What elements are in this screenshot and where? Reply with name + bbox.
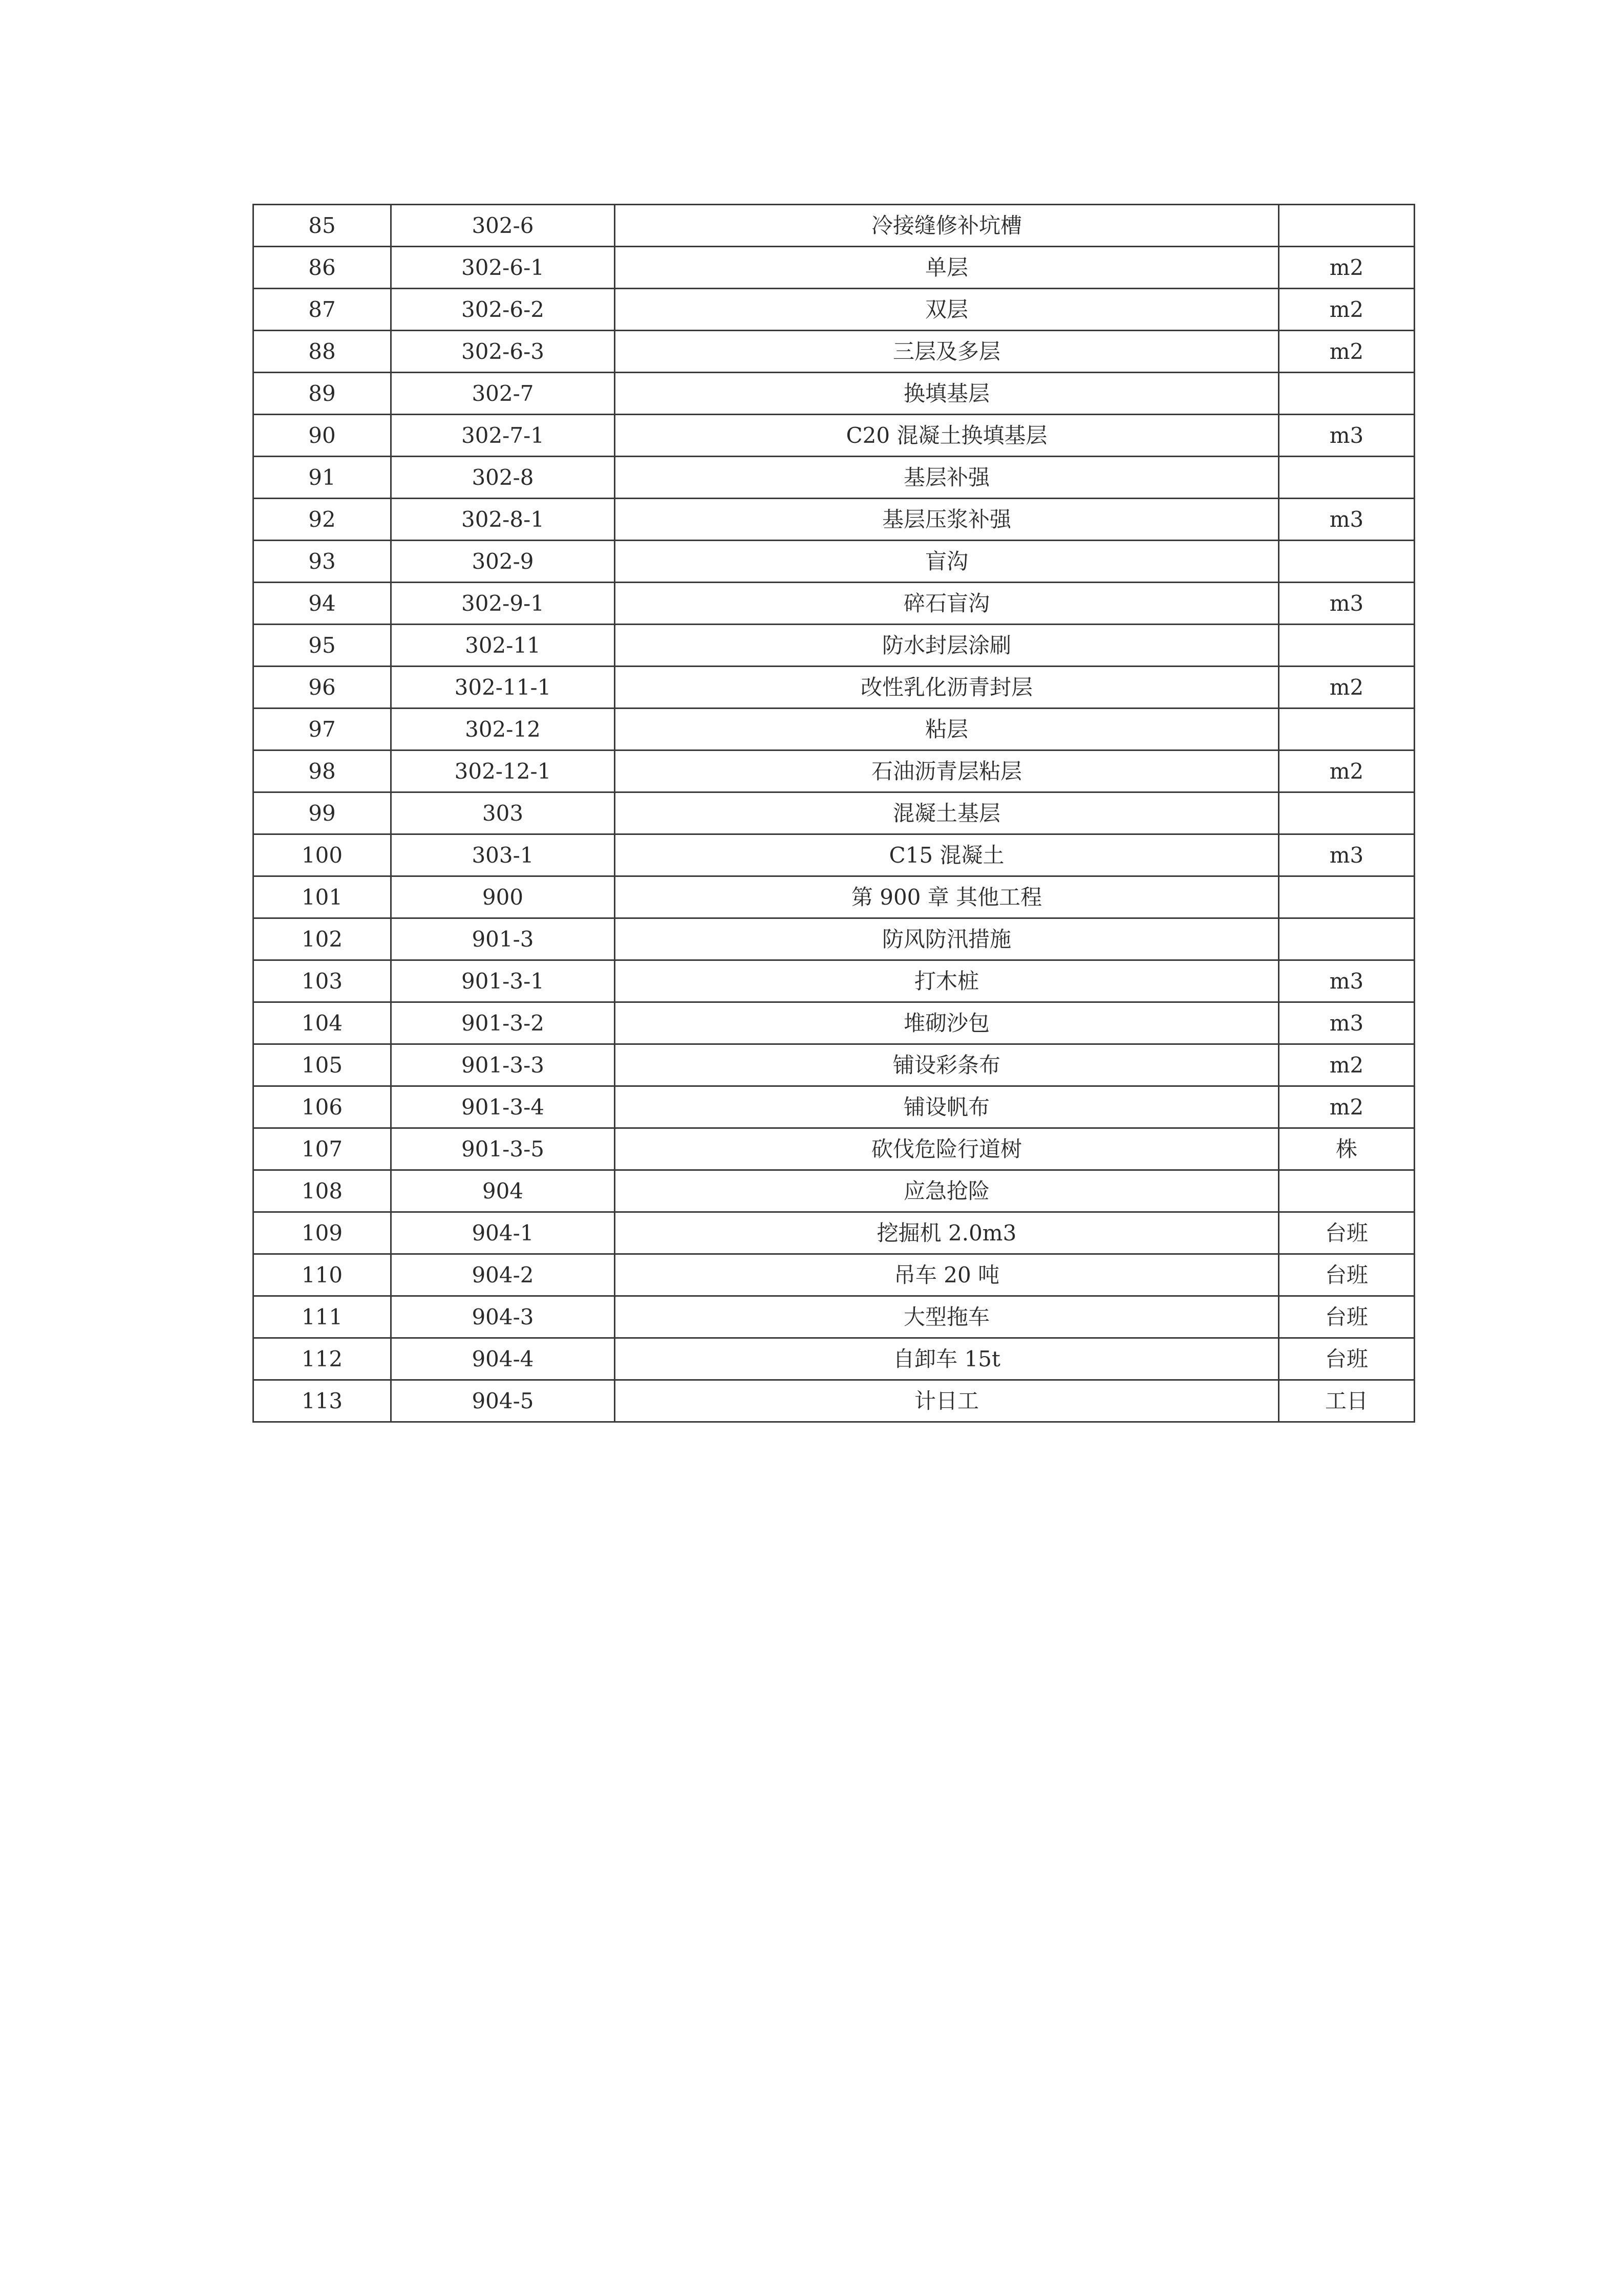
item-code-cell: 302-6-2 — [391, 289, 615, 331]
item-code-cell: 302-11-1 — [391, 667, 615, 709]
unit-cell: 台班 — [1279, 1338, 1415, 1380]
table-row — [253, 1170, 1415, 1212]
row-number-cell: 102 — [253, 918, 391, 960]
item-code-cell: 904-4 — [391, 1338, 615, 1380]
unit-cell: m3 — [1279, 583, 1415, 625]
table-row — [253, 1212, 1415, 1254]
unit-cell: m2 — [1279, 750, 1415, 792]
row-number-cell: 104 — [253, 1002, 391, 1044]
unit-cell: m3 — [1279, 1002, 1415, 1044]
item-code-cell: 901-3-2 — [391, 1002, 615, 1044]
row-number-cell: 95 — [253, 625, 391, 667]
item-name-cell: 改性乳化沥青封层 — [615, 667, 1279, 709]
item-name-cell: 应急抢险 — [615, 1170, 1279, 1212]
item-code-cell: 302-8-1 — [391, 499, 615, 541]
row-number-cell: 90 — [253, 415, 391, 457]
row-number-cell: 97 — [253, 709, 391, 750]
table-row — [253, 792, 1415, 834]
item-code-cell: 303-1 — [391, 834, 615, 876]
row-number-cell: 94 — [253, 583, 391, 625]
row-number-cell: 96 — [253, 667, 391, 709]
row-number-cell: 88 — [253, 331, 391, 373]
table-row — [253, 625, 1415, 667]
unit-cell: m2 — [1279, 1086, 1415, 1128]
item-code-cell: 302-11 — [391, 625, 615, 667]
items-table — [252, 204, 1415, 1423]
row-number-cell: 87 — [253, 289, 391, 331]
unit-cell — [1279, 1170, 1415, 1212]
item-name-cell: 挖掘机 2.0m3 — [615, 1212, 1279, 1254]
item-name-cell: 三层及多层 — [615, 331, 1279, 373]
table-row — [253, 1296, 1415, 1338]
item-name-cell: 铺设帆布 — [615, 1086, 1279, 1128]
item-code-cell: 901-3-5 — [391, 1128, 615, 1170]
table-row — [253, 541, 1415, 583]
table-row — [253, 457, 1415, 499]
table-row — [253, 373, 1415, 415]
row-number-cell: 98 — [253, 750, 391, 792]
row-number-cell: 109 — [253, 1212, 391, 1254]
table-row — [253, 415, 1415, 457]
unit-cell: m3 — [1279, 834, 1415, 876]
item-name-cell: 堆砌沙包 — [615, 1002, 1279, 1044]
table-row — [253, 247, 1415, 289]
item-name-cell: 第 900 章 其他工程 — [615, 876, 1279, 918]
row-number-cell: 107 — [253, 1128, 391, 1170]
item-name-cell: 混凝土基层 — [615, 792, 1279, 834]
item-code-cell: 302-7 — [391, 373, 615, 415]
item-name-cell: 防风防汛措施 — [615, 918, 1279, 960]
row-number-cell: 101 — [253, 876, 391, 918]
item-code-cell: 901-3-4 — [391, 1086, 615, 1128]
row-number-cell: 112 — [253, 1338, 391, 1380]
item-code-cell: 302-7-1 — [391, 415, 615, 457]
row-number-cell: 108 — [253, 1170, 391, 1212]
row-number-cell: 105 — [253, 1044, 391, 1086]
item-code-cell: 901-3 — [391, 918, 615, 960]
item-code-cell: 302-6 — [391, 205, 615, 247]
items-table-body — [253, 205, 1415, 1422]
item-code-cell: 302-6-3 — [391, 331, 615, 373]
unit-cell — [1279, 792, 1415, 834]
table-row — [253, 1002, 1415, 1044]
row-number-cell: 92 — [253, 499, 391, 541]
item-code-cell: 904-1 — [391, 1212, 615, 1254]
item-name-cell: 防水封层涂刷 — [615, 625, 1279, 667]
item-name-cell: 基层补强 — [615, 457, 1279, 499]
item-code-cell: 302-12 — [391, 709, 615, 750]
item-code-cell: 900 — [391, 876, 615, 918]
unit-cell: 台班 — [1279, 1254, 1415, 1296]
item-code-cell: 901-3-1 — [391, 960, 615, 1002]
table-row — [253, 1338, 1415, 1380]
item-name-cell: 换填基层 — [615, 373, 1279, 415]
item-code-cell: 302-9-1 — [391, 583, 615, 625]
table-row — [253, 1254, 1415, 1296]
row-number-cell: 89 — [253, 373, 391, 415]
unit-cell: 株 — [1279, 1128, 1415, 1170]
unit-cell — [1279, 373, 1415, 415]
item-name-cell: 自卸车 15t — [615, 1338, 1279, 1380]
unit-cell: 工日 — [1279, 1380, 1415, 1422]
item-code-cell: 302-8 — [391, 457, 615, 499]
item-name-cell: 大型拖车 — [615, 1296, 1279, 1338]
unit-cell — [1279, 205, 1415, 247]
item-code-cell: 904-2 — [391, 1254, 615, 1296]
table-row — [253, 834, 1415, 876]
unit-cell — [1279, 625, 1415, 667]
unit-cell: m2 — [1279, 667, 1415, 709]
row-number-cell: 91 — [253, 457, 391, 499]
table-row — [253, 289, 1415, 331]
unit-cell: m3 — [1279, 415, 1415, 457]
unit-cell: m2 — [1279, 331, 1415, 373]
table-row — [253, 1044, 1415, 1086]
unit-cell — [1279, 918, 1415, 960]
item-name-cell: 盲沟 — [615, 541, 1279, 583]
row-number-cell: 110 — [253, 1254, 391, 1296]
table-row — [253, 709, 1415, 750]
unit-cell — [1279, 457, 1415, 499]
item-code-cell: 901-3-3 — [391, 1044, 615, 1086]
unit-cell: 台班 — [1279, 1296, 1415, 1338]
unit-cell: 台班 — [1279, 1212, 1415, 1254]
item-code-cell: 302-6-1 — [391, 247, 615, 289]
table-row — [253, 876, 1415, 918]
unit-cell: m3 — [1279, 499, 1415, 541]
item-name-cell: 双层 — [615, 289, 1279, 331]
table-row — [253, 499, 1415, 541]
item-name-cell: 基层压浆补强 — [615, 499, 1279, 541]
item-name-cell: C15 混凝土 — [615, 834, 1279, 876]
table-row — [253, 1086, 1415, 1128]
row-number-cell: 113 — [253, 1380, 391, 1422]
row-number-cell: 106 — [253, 1086, 391, 1128]
item-name-cell: 碎石盲沟 — [615, 583, 1279, 625]
item-name-cell: 单层 — [615, 247, 1279, 289]
table-row — [253, 205, 1415, 247]
item-name-cell: 铺设彩条布 — [615, 1044, 1279, 1086]
table-row — [253, 918, 1415, 960]
row-number-cell: 86 — [253, 247, 391, 289]
unit-cell — [1279, 709, 1415, 750]
row-number-cell: 103 — [253, 960, 391, 1002]
table-row — [253, 960, 1415, 1002]
table-row — [253, 1380, 1415, 1422]
item-name-cell: 计日工 — [615, 1380, 1279, 1422]
item-code-cell: 302-9 — [391, 541, 615, 583]
row-number-cell: 85 — [253, 205, 391, 247]
unit-cell: m2 — [1279, 1044, 1415, 1086]
row-number-cell: 100 — [253, 834, 391, 876]
item-code-cell: 904 — [391, 1170, 615, 1212]
item-name-cell: 石油沥青层粘层 — [615, 750, 1279, 792]
unit-cell: m2 — [1279, 289, 1415, 331]
item-code-cell: 303 — [391, 792, 615, 834]
unit-cell — [1279, 876, 1415, 918]
table-row — [253, 667, 1415, 709]
unit-cell: m3 — [1279, 960, 1415, 1002]
item-name-cell: 吊车 20 吨 — [615, 1254, 1279, 1296]
item-name-cell: 砍伐危险行道树 — [615, 1128, 1279, 1170]
item-code-cell: 904-5 — [391, 1380, 615, 1422]
item-name-cell: 粘层 — [615, 709, 1279, 750]
table-row — [253, 583, 1415, 625]
row-number-cell: 111 — [253, 1296, 391, 1338]
unit-cell: m2 — [1279, 247, 1415, 289]
unit-cell — [1279, 541, 1415, 583]
row-number-cell: 93 — [253, 541, 391, 583]
table-row — [253, 331, 1415, 373]
table-row — [253, 750, 1415, 792]
item-name-cell: 打木桩 — [615, 960, 1279, 1002]
row-number-cell: 99 — [253, 792, 391, 834]
item-name-cell: C20 混凝土换填基层 — [615, 415, 1279, 457]
item-name-cell: 冷接缝修补坑槽 — [615, 205, 1279, 247]
item-code-cell: 302-12-1 — [391, 750, 615, 792]
table-row — [253, 1128, 1415, 1170]
item-code-cell: 904-3 — [391, 1296, 615, 1338]
